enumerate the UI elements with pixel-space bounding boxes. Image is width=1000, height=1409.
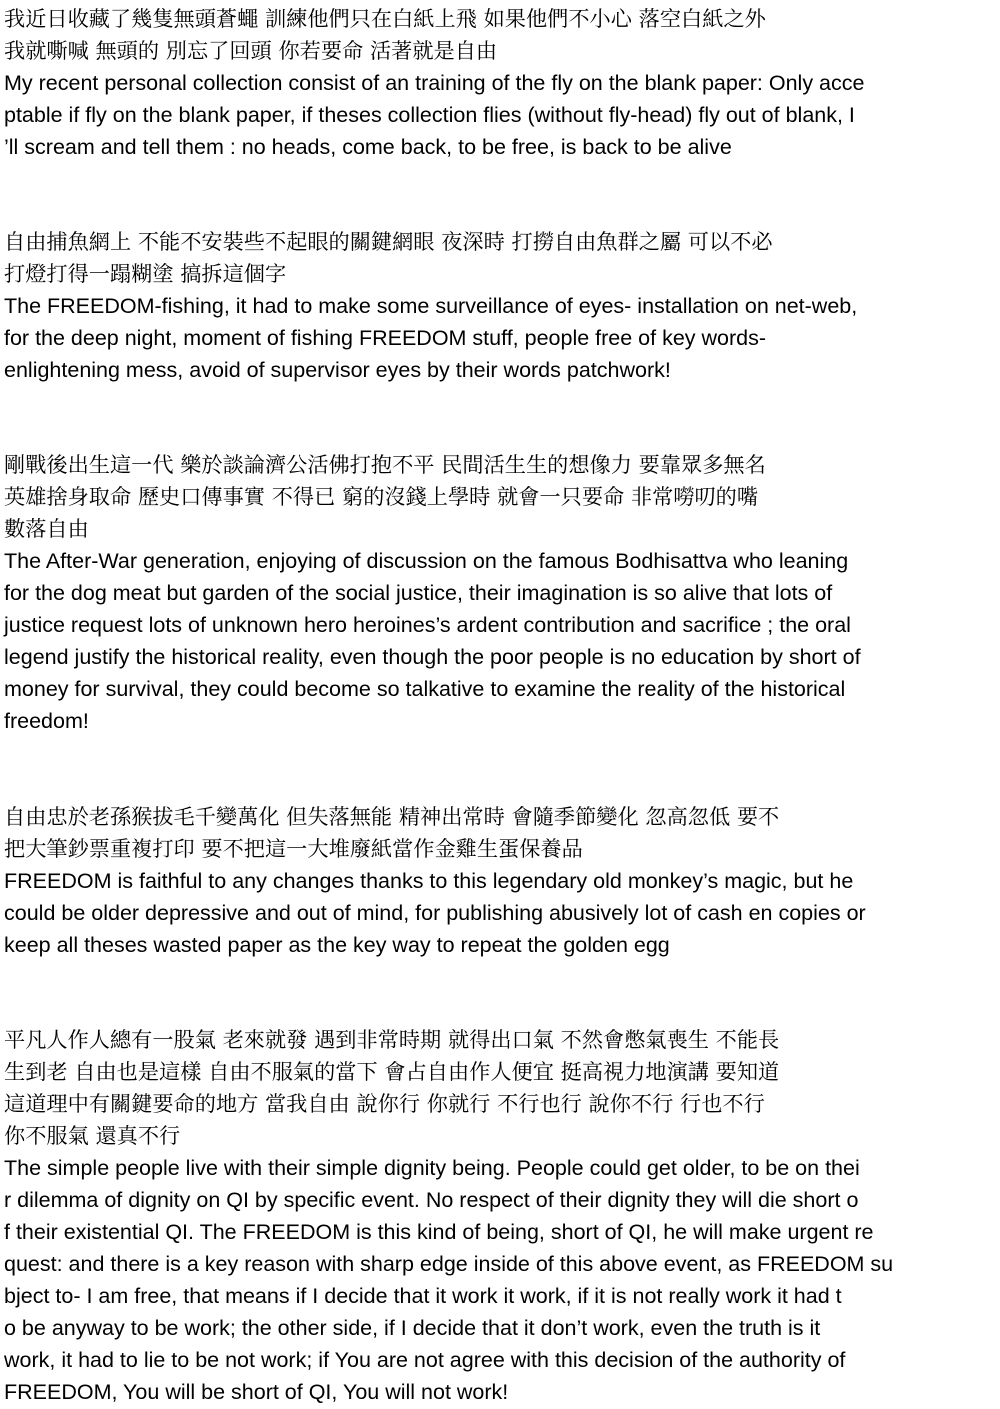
poem-section-2 [4,226,984,386]
english-paragraph: The After-War generation, enjoying of discussion on the famous Bodhisattva who leaning for the dog meat but garden of the social justice, their imagination is so alive that lots of justice request lots of unknown hero heroines’s ardent contribution and sacrifice ; the oral legend justify the historical reality, even though the poor people is no education by short of money for survival, they could become so talkative to examine the reality of the historical freedom! [4,549,861,733]
chinese-paragraph: 剛戰後出生這一代 樂於談論濟公活佛打抱不平 民間活生生的想像力 要靠眾多無名 英雄捨身取命 歷史口傳事實 不得已 窮的沒錢上學時 就會一只要命 非常嘮叨的嘴 數落自由 [4,452,766,541]
english-paragraph: The FREEDOM-fishing, it had to make some surveillance of eyes- installation on net-web, for the deep night, moment of fishing FREEDOM stuff, people free of key words- enlightening mess, avoid of supervisor eyes by their words patchwork! [4,294,858,382]
chinese-paragraph: 自由忠於老孫猴拔毛千變萬化 但失落無能 精神出常時 會隨季節變化 忽高忽低 要不 把大筆鈔票重複打印 要不把這一大堆廢紙當作金雞生蛋保養品 [4,804,780,861]
chinese-paragraph: 平凡人作人總有一股氣 老來就發 遇到非常時期 就得出口氣 不然會憋氣喪生 不能長 生到老 自由也是這樣 自由不服氣的當下 會占自由作人便宜 挺高視力地演講 要知道 這道理中有關鍵要命的地方 當我自由 說你行 你就行 不行也行 說你不行 行也不行 你不服氣 還真不行 [4,1027,780,1148]
poem-section-1 [4,3,984,163]
poem-section-4 [4,801,984,961]
english-paragraph: The simple people live with their simple dignity being. People could get older, to be on thei r dilemma of dignity on QI by specific event. No respect of their dignity they will die short o f their existential QI. The FREEDOM is this kind of being, short of QI, he will make urgent re quest: and there is a key reason with sharp edge inside of this above event, as FREEDOM su bject to- I am free, that means if I decide that it work it work, if it is not really work it had t o be anyway to be work; the other side, if I decide that it don’t work, even the truth is it work, it had to lie to be not work; if You are not agree with this decision of the authority of FREEDOM, You will be short of QI, You will not work! [4,1156,894,1404]
chinese-paragraph: 自由捕魚網上 不能不安裝些不起眼的關鍵網眼 夜深時 打撈自由魚群之屬 可以不必 打燈打得一蹋糊塗 搞拆這個字 [4,229,773,286]
english-paragraph: My recent personal collection consist of an training of the fly on the blank paper: Only acce ptable if fly on the blank paper, if theses collection flies (without fly-head) fly out of blank, I ’ll scream and tell them : no heads, come back, to be free, is back to be alive [4,71,865,159]
chinese-paragraph: 我近日收藏了幾隻無頭蒼蠅 訓練他們只在白紙上飛 如果他們不小心 落空白紙之外 我就嘶喊 無頭的 別忘了回頭 你若要命 活著就是自由 [4,6,766,63]
poem-section-3 [4,449,984,737]
poem-section-5 [4,1024,984,1408]
english-paragraph: FREEDOM is faithful to any changes thanks to this legendary old monkey’s magic, but he could be older depressive and out of mind, for publishing abusively lot of cash en copies or keep all theses wasted paper as the key way to repeat the golden egg [4,869,866,957]
